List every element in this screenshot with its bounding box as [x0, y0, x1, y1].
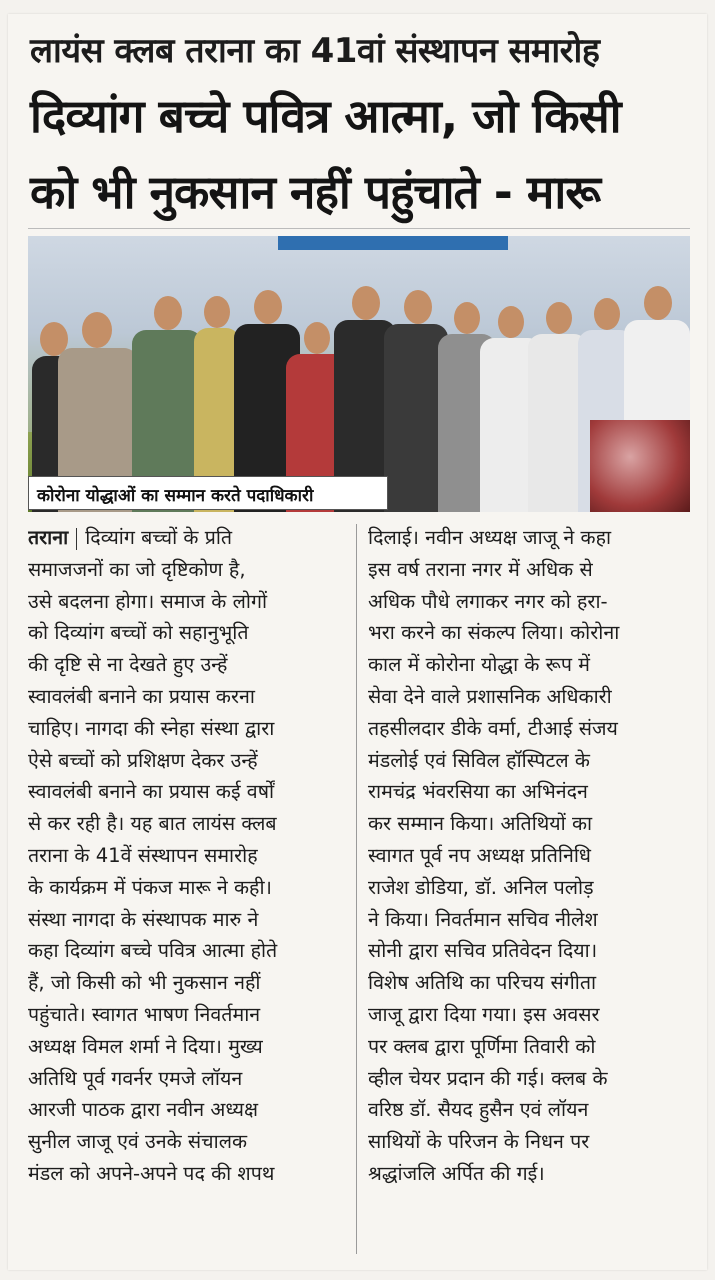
text-line: जाजू द्वारा दिया गया। इस अवसर [368, 1002, 600, 1026]
article-left-column [28, 522, 354, 1190]
text-line: ऐसे बच्चों को प्रशिक्षण देकर उन्हें [28, 748, 258, 772]
headline-rule [28, 228, 690, 229]
text-line: स्वावलंबी बनाने का प्रयास करना [28, 684, 255, 708]
headline-line-2: को भी नुकसान नहीं पहुंचाते - मारू [30, 165, 601, 219]
text-line: पहुंचाते। स्वागत भाषण निवर्तमान [28, 1002, 261, 1026]
text-line: के कार्यक्रम में पंकज मारू ने कही। [28, 875, 272, 899]
text-line: श्रद्धांजलि अर्पित की गई। [368, 1161, 545, 1185]
article-right-column [368, 522, 692, 1190]
text-line: ने किया। निवर्तमान सचिव नीलेश [368, 907, 598, 931]
text-line: काल में कोरोना योद्धा के रूप में [368, 653, 590, 677]
text-line: कहा दिव्यांग बच्चे पवित्र आत्मा होते [28, 939, 278, 963]
text-line: को दिव्यांग बच्चों को सहानुभूति [28, 621, 249, 645]
text-line: मंडल को अपने-अपने पद की शपथ [28, 1161, 275, 1185]
text-line: से कर रही है। यह बात लायंस क्लब [28, 812, 277, 836]
article-kicker: लायंस क्लब तराना का 41वां संस्थापन समारोह [30, 31, 600, 71]
text-line: विशेष अतिथि का परिचय संगीता [368, 971, 597, 995]
dateline: तराना [28, 526, 69, 549]
text-line: अतिथि पूर्व गवर्नर एमजे लॉयन [28, 1066, 243, 1090]
text-line: आरजी पाठक द्वारा नवीन अध्यक्ष [28, 1098, 259, 1122]
text-line: रामचंद्र भंवरसिया का अभिनंदन [368, 780, 588, 804]
text-line: तहसीलदार डीके वर्मा, टीआई संजय [368, 716, 618, 740]
text-line: तराना दिव्यांग बच्चों के प्रति [28, 526, 233, 549]
photo-backdrop-banner [278, 236, 508, 250]
text-line: संस्था नागदा के संस्थापक मारु ने [28, 907, 259, 931]
dateline-separator [76, 528, 77, 550]
text-line: सुनील जाजू एवं उनके संचालक [28, 1130, 248, 1154]
text-line: भरा करने का संकल्प लिया। कोरोना [368, 621, 620, 645]
text-line: राजेश डोडिया, डॉ. अनिल पलोड़ [368, 875, 594, 899]
text-line: स्वावलंबी बनाने का प्रयास कई वर्षों [28, 780, 275, 804]
text-line: अधिक पौधे लगाकर नगर को हरा- [368, 589, 608, 613]
text-line: वरिष्ठ डॉ. सैयद हुसैन एवं लॉयन [368, 1098, 589, 1122]
text-line: मंडलोई एवं सिविल हॉस्पिटल के [368, 748, 590, 772]
text-line: कर सम्मान किया। अतिथियों का [368, 812, 593, 836]
text-line: साथियों के परिजन के निधन पर [368, 1130, 590, 1154]
text-line: अध्यक्ष विमल शर्मा ने दिया। मुख्य [28, 1034, 263, 1058]
text-line: हैं, जो किसी को भी नुकसान नहीं [28, 971, 261, 995]
photographer-hand [590, 420, 690, 512]
text-line: तराना के 41वें संस्थापन समारोह [28, 843, 258, 867]
column-divider [356, 524, 357, 1254]
text-line: सोनी द्वारा सचिव प्रतिवेदन दिया। [368, 939, 598, 963]
text-line: पर क्लब द्वारा पूर्णिमा तिवारी को [368, 1034, 596, 1058]
text-line: की दृष्टि से ना देखते हुए उन्हें [28, 653, 228, 677]
headline-line-1: दिव्यांग बच्चे पवित्र आत्मा, जो किसी [30, 89, 621, 143]
text-line: समाजजनों का जो दृष्टिकोण है, [28, 557, 246, 581]
text-line: स्वागत पूर्व नप अध्यक्ष प्रतिनिधि [368, 843, 591, 867]
text-line: व्हील चेयर प्रदान की गई। क्लब के [368, 1066, 608, 1090]
text-line: सेवा देने वाले प्रशासनिक अधिकारी [368, 684, 612, 708]
photo-caption: कोरोना योद्धाओं का सम्मान करते पदाधिकारी [37, 486, 314, 506]
photo-caption-box [28, 476, 388, 510]
text-line: उसे बदलना होगा। समाज के लोगों [28, 589, 268, 613]
text-line: दिलाई। नवीन अध्यक्ष जाजू ने कहा [368, 526, 612, 549]
text-line: चाहिए। नागदा की स्नेहा संस्था द्वारा [28, 716, 275, 740]
text-line: इस वर्ष तराना नगर में अधिक से [368, 557, 593, 581]
